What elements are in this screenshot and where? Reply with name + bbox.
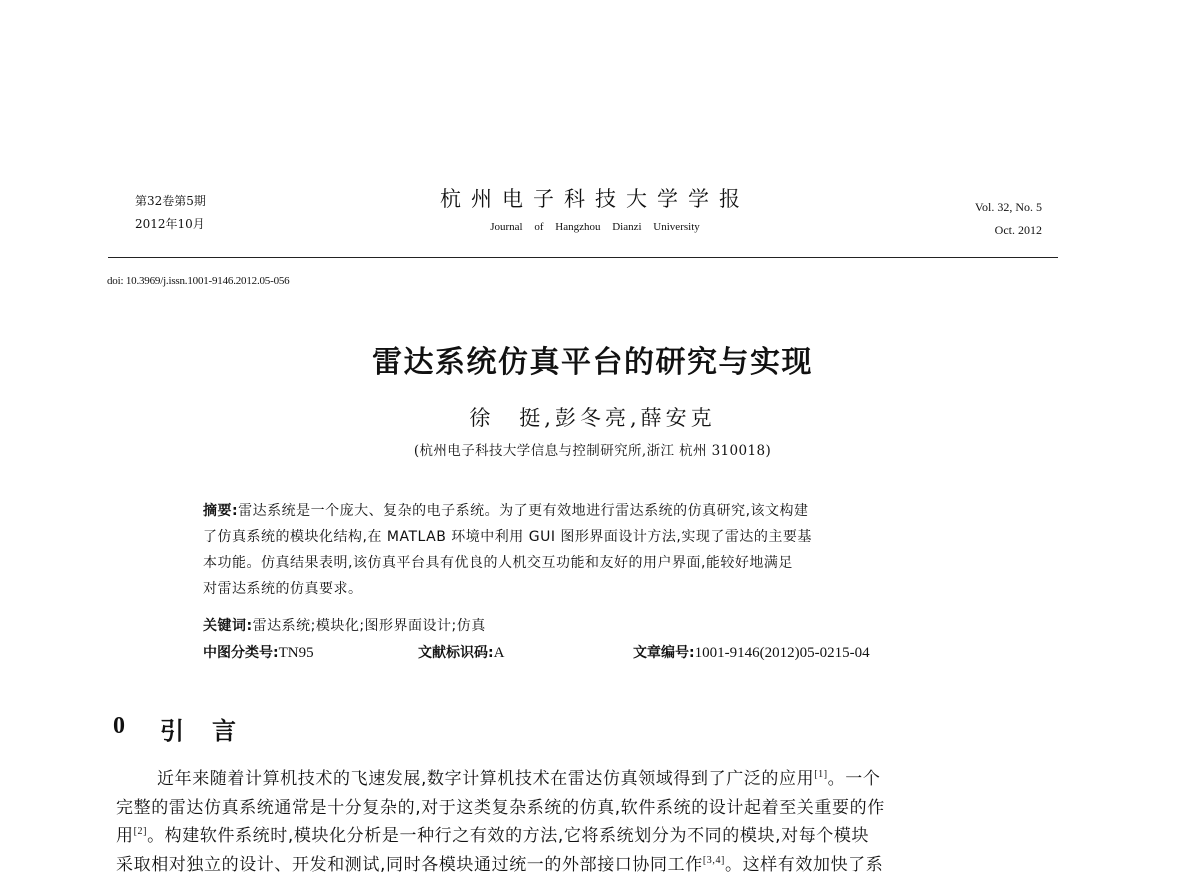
clc-value: TN95 <box>278 645 314 661</box>
doc-code-label: 文献标识码: <box>418 645 494 661</box>
volume-issue-cn: 第32卷第5期 <box>135 194 206 208</box>
body-line: 完整的雷达仿真系统通常是十分复杂的,对于这类复杂系统的仿真,软件系统的设计起着至关重要的作 <box>116 797 885 818</box>
keywords <box>203 615 486 635</box>
journal-title-en: Journal of Hangzhou Dianzi University <box>490 221 700 233</box>
abstract-line: 本功能。仿真结果表明,该仿真平台具有优良的人机交互功能和友好的用户界面,能较好地满足 <box>203 555 793 571</box>
body-line: 近年来随着计算机技术的飞速发展,数字计算机技术在雷达仿真领域得到了广泛的应用[1]。一个 <box>157 769 881 789</box>
clc-number <box>203 642 314 662</box>
keywords-label: 关键词: <box>203 618 253 634</box>
abstract-line: 摘要:雷达系统是一个庞大、复杂的电子系统。为了更有效地进行雷达系统的仿真研究,该文构建 <box>203 503 809 519</box>
keywords-value: 雷达系统;模块化;图形界面设计;仿真 <box>252 618 486 634</box>
header-rule <box>108 257 1058 258</box>
article-title: 雷达系统仿真平台的研究与实现 <box>372 345 813 380</box>
article-no-value: 1001-9146(2012)05-0215-04 <box>694 645 870 661</box>
article-number <box>633 642 870 662</box>
citation-ref[interactable]: [2] <box>133 826 148 837</box>
abstract-label: 摘要: <box>203 503 239 519</box>
citation-ref[interactable]: [1] <box>814 769 828 780</box>
author-affiliation: (杭州电子科技大学信息与控制研究所,浙江 杭州 310018) <box>413 443 772 459</box>
date-en: Oct. 2012 <box>994 223 1042 237</box>
abstract-line: 了仿真系统的模块化结构,在 MATLAB 环境中利用 GUI 图形界面设计方法,实现了雷达的主要基 <box>203 529 812 545</box>
section-title: 引言 <box>160 717 264 745</box>
citation-ref[interactable]: [3,4] <box>702 854 725 866</box>
document-code <box>418 642 504 662</box>
article-no-label: 文章编号: <box>633 645 695 661</box>
abstract-line: 对雷达系统的仿真要求。 <box>203 581 363 597</box>
body-text <box>116 765 1052 879</box>
journal-title-cn: 杭州电子科技大学学报 <box>440 187 750 211</box>
section-number: 0 <box>113 713 125 739</box>
abstract <box>203 498 969 602</box>
doi: doi: 10.3969/j.issn.1001-9146.2012.05-056 <box>107 275 290 287</box>
body-line: 用[2]。构建软件系统时,模块化分析是一种行之有效的方法,它将系统划分为不同的模块,对每个模块 <box>116 826 870 846</box>
doc-code-value: A <box>493 645 505 661</box>
clc-label: 中图分类号: <box>203 645 279 661</box>
article-authors: 徐 挺,彭冬亮,薛安克 <box>469 406 716 430</box>
volume-issue-en: Vol. 32, No. 5 <box>974 200 1042 214</box>
date-cn: 2012年10月 <box>135 217 205 231</box>
body-line: 采取相对独立的设计、开发和测试,同时各模块通过统一的外部接口协同工作[3,4]。这样有效加快了系 <box>116 854 884 875</box>
